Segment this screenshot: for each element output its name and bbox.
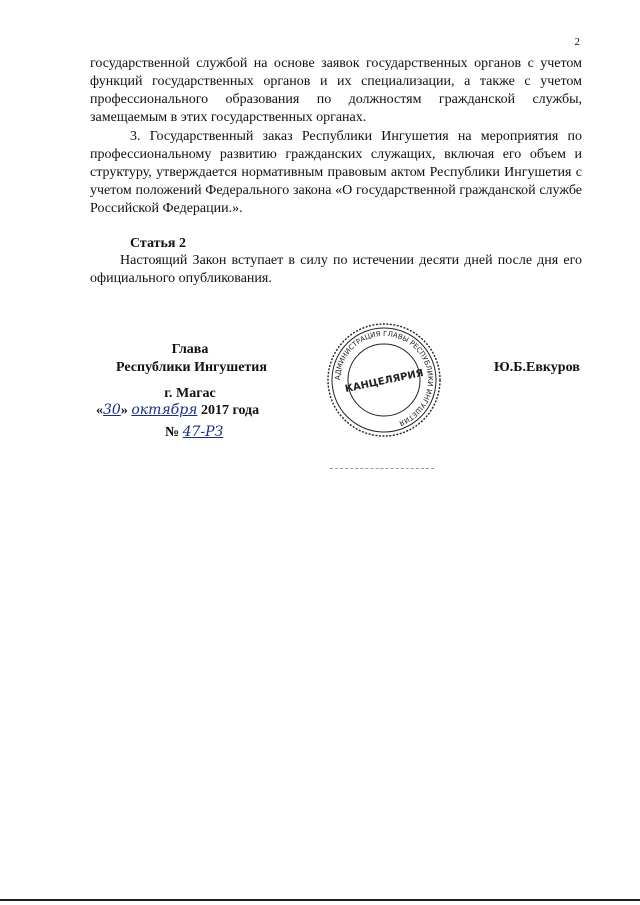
paragraph-item-3: 3. Государственный заказ Республики Ингушетия на мероприятия по профессиональному развитию гражданских служащих, включая его объем и структуру, утверждается нормативным правовым актом Республики Ингушетия с учетом положений Федерального закона «О государственной гражданской службе Российской Федерации.». bbox=[90, 129, 582, 216]
article-2-text: Настоящий Закон вступает в силу по истечении десяти дней после дня его официального опубликования. bbox=[90, 253, 582, 286]
article-2-heading: Статья 2 bbox=[130, 236, 186, 251]
date-year: 2017 года bbox=[200, 403, 260, 418]
signature-city: г. Магас bbox=[164, 386, 216, 401]
paragraph-continuation: государственной службой на основе заявок государственных органов с учетом функций государственных органов и их специализации, а также с учетом профессионального образования по должностям гражданской службы, замещаемым в этих государственных органах. bbox=[90, 56, 582, 125]
office-stamp bbox=[326, 322, 442, 438]
number-value-handwritten: 47-РЗ bbox=[182, 424, 224, 440]
signature-title-line-1: Глава bbox=[171, 342, 209, 357]
date-day-handwritten: 30 bbox=[103, 402, 121, 418]
scan-artifact-dash bbox=[330, 468, 434, 470]
signer-name: Ю.Б.Евкуров bbox=[494, 360, 580, 375]
date-month-handwritten: октября bbox=[131, 402, 198, 418]
document-number bbox=[165, 424, 223, 441]
number-label: № bbox=[165, 425, 180, 440]
signature-date bbox=[96, 402, 259, 419]
date-open-quote: « bbox=[96, 403, 103, 418]
stamp-center-text: КАНЦЕЛЯРИЯ bbox=[344, 367, 425, 396]
scan-bottom-edge bbox=[0, 899, 640, 901]
date-close-quote: » bbox=[120, 403, 128, 418]
stamp-ring-text: АДМИНИСТРАЦИЯ ГЛАВЫ РЕСПУБЛИКИ ИНГУШЕТИЯ bbox=[333, 329, 435, 428]
page-number: 2 bbox=[574, 36, 580, 48]
signature-title-line-2: Республики Ингушетия bbox=[116, 360, 267, 375]
